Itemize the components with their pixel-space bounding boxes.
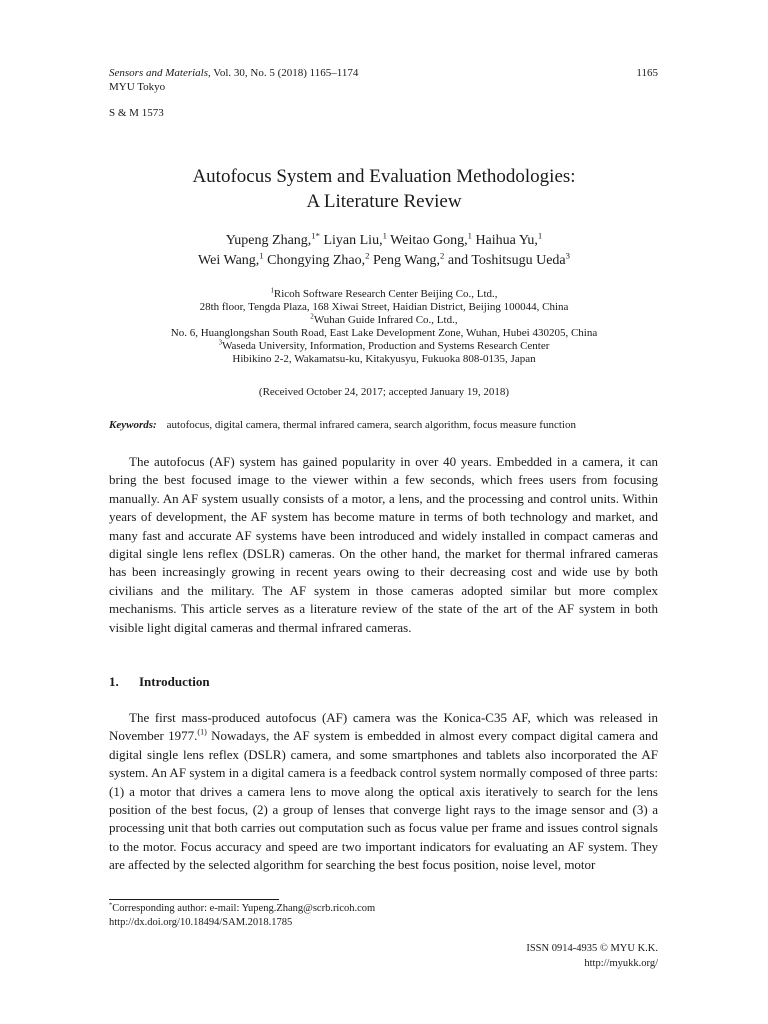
journal-name: Sensors and Materials xyxy=(109,67,208,79)
author: Haihua Yu,$^1$ xyxy=(475,230,543,248)
issn: ISSN 0914-4935 © MYU K.K. xyxy=(526,943,658,954)
section-number: 1. xyxy=(109,674,119,689)
page-number: 1165 xyxy=(636,67,658,79)
affiliation-1-line-2: 28th floor, Tengda Plaza, 168 Xiwai Street, Haidian District, Beijing 100044, China xyxy=(199,301,569,313)
affiliation-3-line-2: Hibikino 2-2, Wakamatsu-ku, Kitakyusyu, Fukuoka 808-0135, Japan xyxy=(232,353,536,365)
affiliation-3-line-1: $^3$Waseda University, Information, Production and Systems Research Center xyxy=(218,339,550,352)
keywords xyxy=(109,418,661,433)
keywords-label: Keywords: xyxy=(109,419,157,431)
author: Peng Wang,$^2$ xyxy=(372,250,445,268)
publisher-url[interactable]: http://myukk.org/ xyxy=(584,958,658,969)
keywords-text: autofocus, digital camera, thermal infrared camera, search algorithm, focus measure function xyxy=(166,419,576,431)
paper-title-line-1: Autofocus System and Evaluation Methodologies: xyxy=(192,166,576,187)
doi-link[interactable]: http://dx.doi.org/10.18494/SAM.2018.1785 xyxy=(109,917,293,928)
section-title: Introduction xyxy=(139,674,210,689)
author: Weitao Gong,$^1$ xyxy=(390,230,472,248)
affiliation-2-line-1: $^2$Wuhan Guide Infrared Co., Ltd., xyxy=(310,313,458,326)
author: Chongying Zhao,$^2$ xyxy=(267,250,370,268)
author: Yupeng Zhang,$^{1*}$ xyxy=(225,230,320,248)
author: Liyan Liu,$^1$ xyxy=(323,230,387,248)
abstract: The autofocus (AF) system has gained popularity in over 40 years. Embedded in a camera, it can bring the best focused image to the viewer within a few seconds, which frees users from focusing manually. An AF system usually consists of a motor, a lens, and the processing and control units. Within years of development, the AF system has become mature in terms of both technology and market, and many fast and accurate AF systems have been introduced and widely installed in compact cameras and digital single lens reflex (DSLR) cameras. On the other hand, the market for thermal infrared cameras has been increasingly growing in recent years owing to their decreasing cost and wide use by both civilians and the military. The AF system in those cameras adopted similar but more complex mechanisms. This article serves as a literature review of the state of the art of the AF system in both visible light digital cameras and thermal infrared cameras. xyxy=(109,454,658,635)
footnote-rule xyxy=(109,899,279,900)
paper-title-line-2: A Literature Review xyxy=(306,191,462,212)
corresponding-author-footnote: *Corresponding author: e-mail: Yupeng.Zhang@scrb.ricoh.com xyxy=(109,901,376,914)
affiliation-1-line-1: $^1$Ricoh Software Research Center Beijing Co., Ltd., xyxy=(270,287,498,300)
introduction-paragraph: The first mass-produced autofocus (AF) camera was the Konica-C35 AF, which was released in November 1977.$^{(1)}$ Nowadays, the AF system is embedded in almost every compact digital camera and digital single lens reflex (DSLR) camera, and some smartphones and tablets also incorporated the AF system. An AF system in a digital camera is a feedback control system normally composed of three parts: (1) a motor that drives a camera lens to move along the optical axis iteratively to search for the lens position of the best focus, (2) a group of lenses that converge light rays to the image sensor and (3) a processing unit that both carries out computation such as focus value per frame and issues control signals to the motor. Focus accuracy and speed are two important indicators for evaluating an AF system. They are affected by the selected algorithm for searching the best focus position, noise level, motor xyxy=(109,710,658,873)
author: Wei Wang,$^1$ xyxy=(198,250,264,268)
publisher: MYU Tokyo xyxy=(109,81,166,93)
volume-info: , Vol. 30, No. 5 (2018) 1165–1174 xyxy=(208,67,359,79)
section-heading-introduction xyxy=(109,673,210,691)
affiliation-2-line-2: No. 6, Huanglongshan South Road, East Lake Development Zone, Wuhan, Hubei 430205, China xyxy=(170,327,598,339)
author: and Toshitsugu Ueda$^3$ xyxy=(447,250,570,268)
authors-line-2 xyxy=(0,251,768,270)
received-dates: (Received October 24, 2017; accepted January 19, 2018) xyxy=(258,386,510,398)
article-id: S & M 1573 xyxy=(109,107,164,119)
journal-citation xyxy=(109,66,358,81)
citation-ref: (1) xyxy=(197,728,207,738)
authors-line-1 xyxy=(0,231,768,250)
